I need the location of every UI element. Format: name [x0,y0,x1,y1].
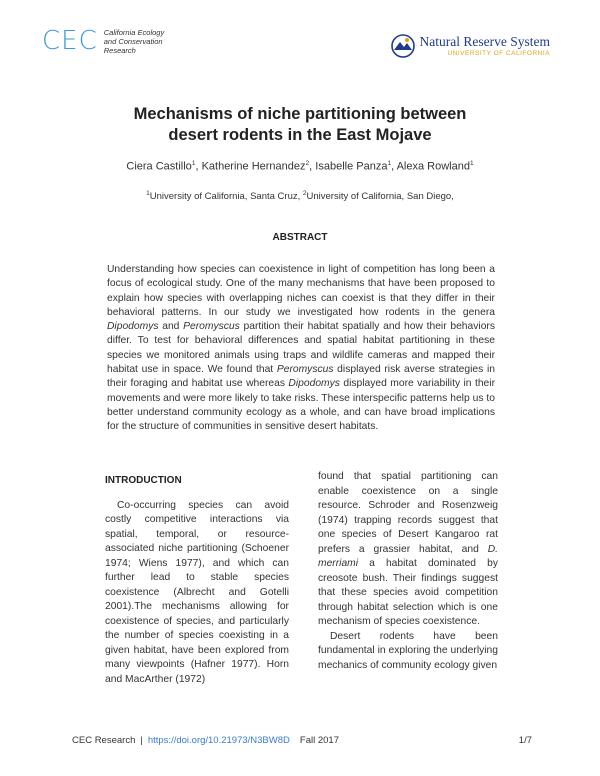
author-name: Alexa Rowland [396,160,470,173]
intro-heading: INTRODUCTION [105,475,182,486]
footer-season: Fall 2017 [299,735,339,746]
intro-paragraph: Desert rodents have been fundamental in exploring the underlying mechanics of community ecology given [318,630,498,671]
cec-logo [42,26,164,56]
author-list: Ciera Castillo$^1$, Katherine Hernandez$^2$, Isabelle Panza$^1$, Alexa Rowland$^1$ [126,160,474,173]
affil-sup: 1 [146,190,150,197]
nrs-subtitle: UNIVERSITY OF CALIFORNIA [447,49,550,57]
affiliation-text: University of California, San Diego, [306,191,454,203]
author-affil-sup: 1 [191,160,196,167]
cec-line-1: California Ecology [103,27,165,37]
title-line-2: desert rodents in the East Mojave [168,126,432,144]
abstract-body: Understanding how species can coexistence in light of competition has long been a focus of ecological study. One of the many mechanisms that have been proposed to explain how species with overlapping niches can coexist is that they differ in their behavioral patterns. In our study we investigated how rodents in the genera Dipodomys and Peromyscus partition their habitat spatially and how their behaviors differ. To test for behavioral differences and spatial habitat partitioning in these species we monitored animals using traps and wildlife cameras and mapped their habitat use in space. We found that Peromyscus displayed risk averse strategies in their foraging and habitat use whereas Dipodomys displayed more variability in their movements and were more likely to take risks. These interspecific patterns help us to better understand community ecology as a whole, and can have broad implications for the structure of communities in sensitive desert habitats. [107,264,495,433]
intro-column-left [105,474,289,687]
author-name: Katherine Hernandez [201,160,306,173]
cec-line-2: and Conservation [103,36,163,46]
intro-column-right [318,470,498,673]
page-footer [72,735,532,746]
nrs-name: Natural Reserve System [419,33,550,49]
affil-sup: 2 [302,190,307,197]
nrs-emblem-icon [390,32,416,60]
footer-journal: CEC Research [72,735,136,746]
abstract-heading: ABSTRACT [272,232,328,243]
author-affil-sup: 1 [469,160,474,167]
cec-line-3: Research [103,45,136,55]
nrs-logo [390,32,550,60]
cec-logo-mark: CEC [42,26,98,56]
doi-link[interactable]: https://doi.org/10.21973/N3BW8D [147,735,290,746]
page-number: 1/7 [518,735,532,746]
cec-logo-text [104,28,164,55]
title-line-1: Mechanisms of niche partitioning between [133,105,467,123]
intro-paragraph: found that spatial partitioning can enable coexistence on a single resource. Schroder and Rosenzweig (1974) trapping records suggest that one species of Desert Kangaroo rat prefers a grassier habitat, and D. merriami a habitat dominated by creosote bush. Their findings suggest that these species avoid competition through habitat selection which is one mechanism of species coexistence. [318,471,498,627]
affiliations [0,190,600,202]
footer-separator: | [140,735,143,746]
intro-paragraph: Co-occurring species can avoid costly competitive interactions via spatial, temporal, or resource-associated niche partitioning (Schoener 1974; Wiens 1977), and which can further lead to stable species coexistence (Albrecht and Gotelli 2001).The mechanisms allowing for coexistence of species, and particularly the number of species coexisting in a given habitat, have been explored from many viewpoints (Hafner 1977). Horn and MacArther (1972) [105,499,289,685]
affiliation-text: University of California, Santa Cruz, [149,191,303,203]
author-affil-sup: 2 [305,160,310,167]
author-affil-sup: 1 [387,160,392,167]
author-name: Ciera Castillo [126,160,192,173]
paper-title [0,104,600,146]
author-name: Isabelle Panza [315,160,388,173]
